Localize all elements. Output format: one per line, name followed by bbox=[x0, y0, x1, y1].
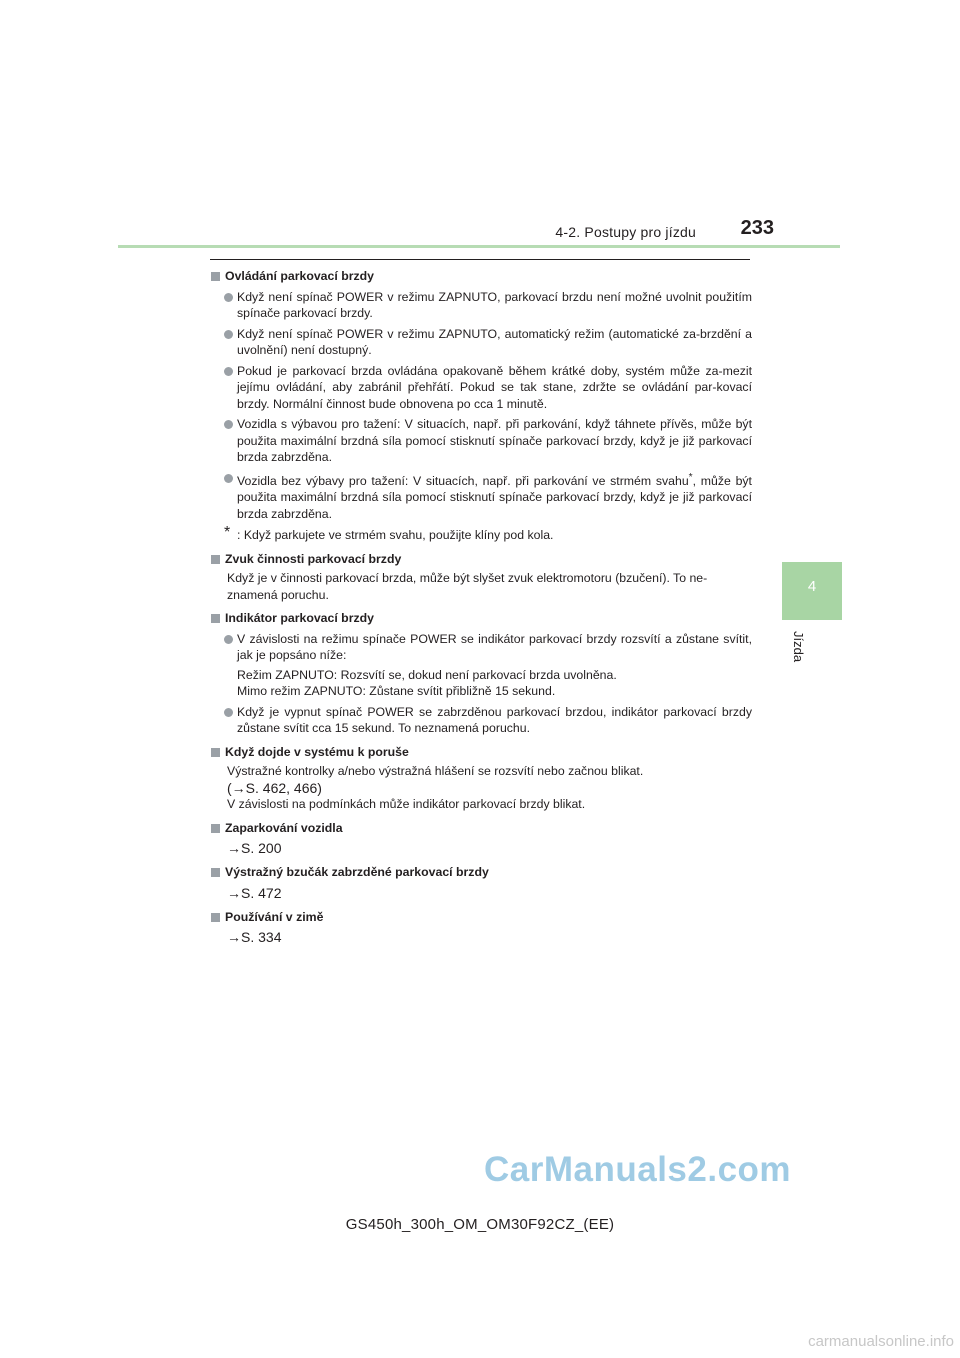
footnote-marker: * bbox=[224, 524, 231, 542]
round-bullet-icon bbox=[224, 635, 233, 644]
page-reference: →S. 472 bbox=[227, 884, 282, 901]
square-bullet-icon bbox=[211, 824, 220, 833]
square-bullet-icon bbox=[211, 272, 220, 281]
page-number: 233 bbox=[740, 217, 774, 239]
section-heading: Když dojde v systému k poruše bbox=[210, 744, 752, 761]
section-heading: Výstražný bzučák zabrzděné parkovací brzdy bbox=[210, 864, 752, 881]
content-top-rule bbox=[210, 259, 750, 260]
footnote: * : Když parkujete ve strmém svahu, použijte klíny pod kola. bbox=[224, 524, 554, 543]
list-item: Vozidla s výbavou pro tažení: V situacích, např. při parkování, když táhnete přívěs, může být použita maximální brzdná síla pomocí stisknutí spínače parkovací brzdy, když je již parkovací brzda zabrzděna. bbox=[210, 416, 752, 466]
watermark-logo: CarManuals2.com bbox=[484, 1150, 792, 1189]
round-bullet-icon bbox=[224, 474, 233, 483]
page-header bbox=[118, 214, 840, 248]
list-item: Když je vypnut spínač POWER se zabrzděnou parkovací brzdou, indikátor parkovací brzdy zůstane svítit cca 15 sekund. To neznamená poruchu. bbox=[210, 704, 752, 737]
list-item: Pokud je parkovací brzda ovládána opakovaně během krátké doby, systém může za-mezit jejímu ovládání, aby zabránil přehřátí. Pokud se tak stane, zdržte se ovládání par-kovací brzdy. Normální činnost bude obnovena po cca 1 minutě. bbox=[210, 363, 752, 413]
section-heading: Používání v zimě bbox=[210, 909, 752, 926]
round-bullet-icon bbox=[224, 420, 233, 429]
page-reference: (→S. 462, 466) bbox=[227, 779, 322, 796]
square-bullet-icon bbox=[211, 748, 220, 757]
chapter-label: Jízda bbox=[791, 631, 806, 663]
section-title: 4-2. Postupy pro jízdu bbox=[555, 224, 696, 240]
section-heading: Zvuk činnosti parkovací brzdy bbox=[210, 551, 752, 568]
square-bullet-icon bbox=[211, 614, 220, 623]
chapter-tab: 4 bbox=[782, 562, 842, 620]
footnote-marker: * bbox=[688, 471, 693, 483]
section-heading: Ovládání parkovací brzdy bbox=[210, 268, 752, 285]
square-bullet-icon bbox=[211, 868, 220, 877]
round-bullet-icon bbox=[224, 293, 233, 302]
list-item: Když není spínač POWER v režimu ZAPNUTO, automatický režim (automatické za-brzdění a uvolnění) není dostupný. bbox=[210, 326, 752, 359]
round-bullet-icon bbox=[224, 708, 233, 717]
list-item: Vozidla bez výbavy pro tažení: V situacích, např. při parkování ve strmém svahu*, může být použita maximální brzdná síla pomocí stisknutí spínače parkovací brzdy, když je již parkovací brzda zabrzděna. bbox=[210, 470, 752, 523]
list-item: Když není spínač POWER v režimu ZAPNUTO, parkovací brzdu není možné uvolnit použitím spínače parkovací brzdy. bbox=[210, 289, 752, 322]
round-bullet-icon bbox=[224, 330, 233, 339]
page-reference: →S. 200 bbox=[227, 840, 282, 857]
page-content bbox=[210, 268, 752, 946]
site-watermark: carmanualsonline.info bbox=[808, 1333, 954, 1350]
sub-paragraph: Režim ZAPNUTO: Rozsvítí se, dokud není parkovací brzda uvolněna. Mimo režim ZAPNUTO: Zůstane svítit přibližně 15 sekund. bbox=[237, 667, 617, 699]
page-reference: →S. 334 bbox=[227, 929, 282, 946]
section-heading: Indikátor parkovací brzdy bbox=[210, 610, 752, 627]
paragraph: Když je v činnosti parkovací brzda, může být slyšet zvuk elektromotoru (bzučení). To ne-znamená poruchu. bbox=[227, 571, 708, 602]
section-heading: Zaparkování vozidla bbox=[210, 820, 752, 837]
square-bullet-icon bbox=[211, 555, 220, 564]
header-rule bbox=[118, 245, 840, 248]
list-item: V závislosti na režimu spínače POWER se indikátor parkovací brzdy rozsvítí a zůstane svítit, jak je popsáno níže: bbox=[210, 631, 752, 664]
round-bullet-icon bbox=[224, 367, 233, 376]
square-bullet-icon bbox=[211, 913, 220, 922]
document-code: GS450h_300h_OM_OM30F92CZ_(EE) bbox=[345, 1216, 615, 1233]
paragraph: Výstražné kontrolky a/nebo výstražná hlášení se rozsvítí nebo začnou blikat. (→S. 462, 466) V závislosti na podmínkách může indikátor parkovací brzdy blikat. bbox=[210, 763, 752, 813]
